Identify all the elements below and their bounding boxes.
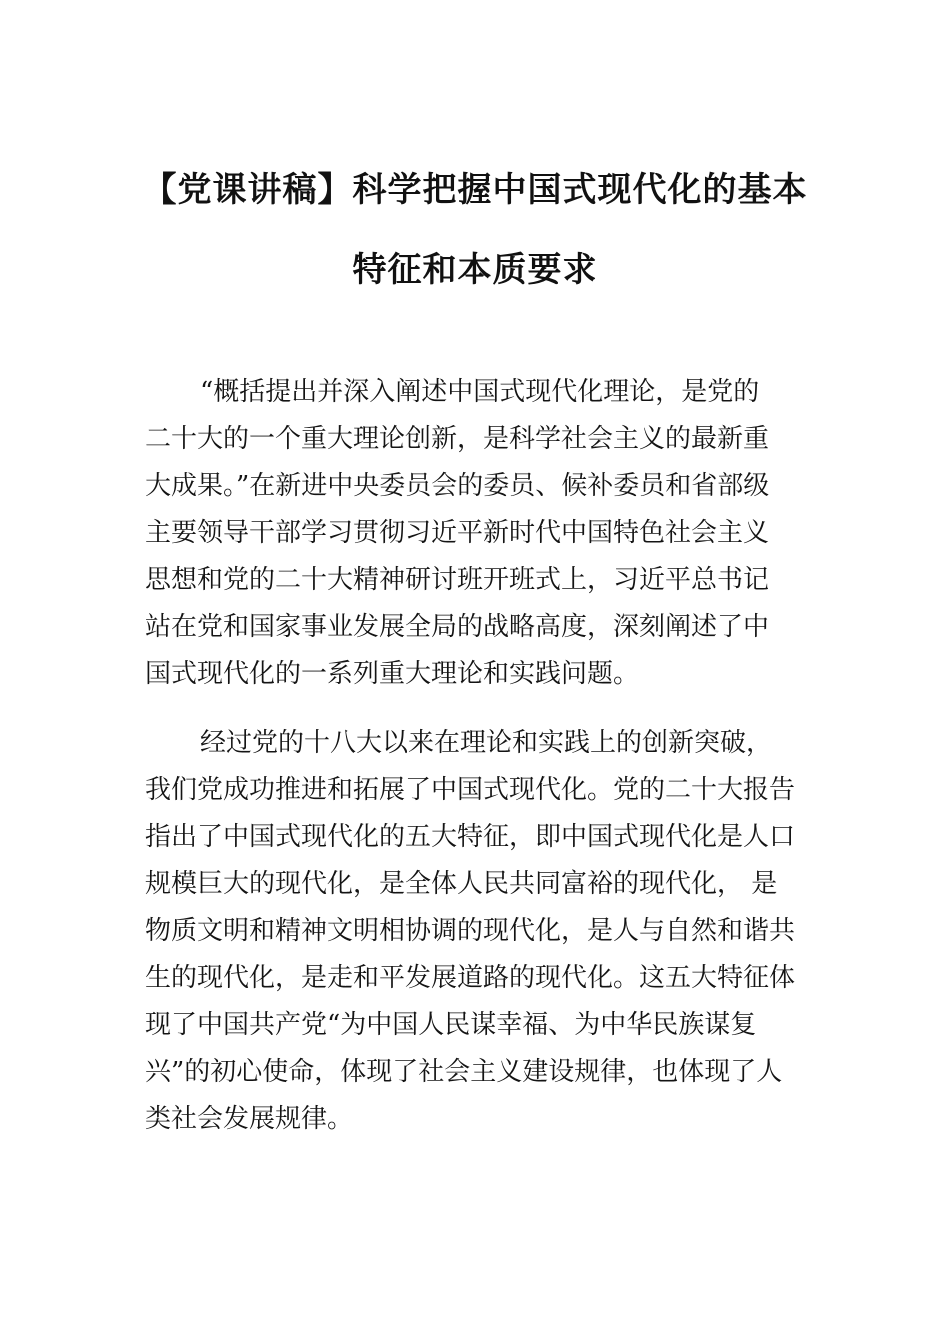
paragraph-line: 大成果。”在新进中央委员会的委员、候补委员和省部级 <box>145 471 770 501</box>
paragraph-line: 指出了中国式现代化的五大特征，即中国式现代化是人口 <box>145 822 796 852</box>
paragraph-line: 兴”的初心使命，体现了社会主义建设规律，也体现了人 <box>145 1057 783 1087</box>
paragraph-line: 类社会发展规律。 <box>145 1104 354 1134</box>
paragraph-2 <box>145 720 825 1143</box>
paragraph-line: 我们党成功推进和拓展了中国式现代化。党的二十大报告 <box>145 775 796 805</box>
paragraph-line: 物质文明和精神文明相协调的现代化，是人与自然和谐共 <box>145 916 796 946</box>
paragraph-line: 经过党的十八大以来在理论和实践上的创新突破， <box>200 728 773 758</box>
document-title <box>100 150 850 310</box>
paragraph-line: “概括提出并深入阐述中国式现代化理论，是党的 <box>200 377 760 407</box>
paragraph-line: 生的现代化，是走和平发展道路的现代化。这五大特征体 <box>145 963 796 993</box>
paragraph-1 <box>145 369 825 698</box>
paragraph-line: 站在党和国家事业发展全局的战略高度，深刻阐述了中 <box>145 612 770 642</box>
paragraph-line: 二十大的一个重大理论创新，是科学社会主义的最新重 <box>145 424 770 454</box>
title-line: 【党课讲稿】科学把握中国式现代化的基本 <box>142 170 808 210</box>
paragraph-line: 现了中国共产党“为中国人民谋幸福、为中华民族谋复 <box>145 1010 757 1040</box>
paragraph-line: 主要领导干部学习贯彻习近平新时代中国特色社会主义 <box>145 518 770 548</box>
title-line: 特征和本质要求 <box>352 250 598 290</box>
paragraph-line: 国式现代化的一系列重大理论和实践问题。 <box>145 659 640 689</box>
paragraph-line: 规模巨大的现代化，是全体人民共同富裕的现代化， 是 <box>145 869 778 899</box>
paragraph-line: 思想和党的二十大精神研讨班开班式上，习近平总书记 <box>145 565 770 595</box>
